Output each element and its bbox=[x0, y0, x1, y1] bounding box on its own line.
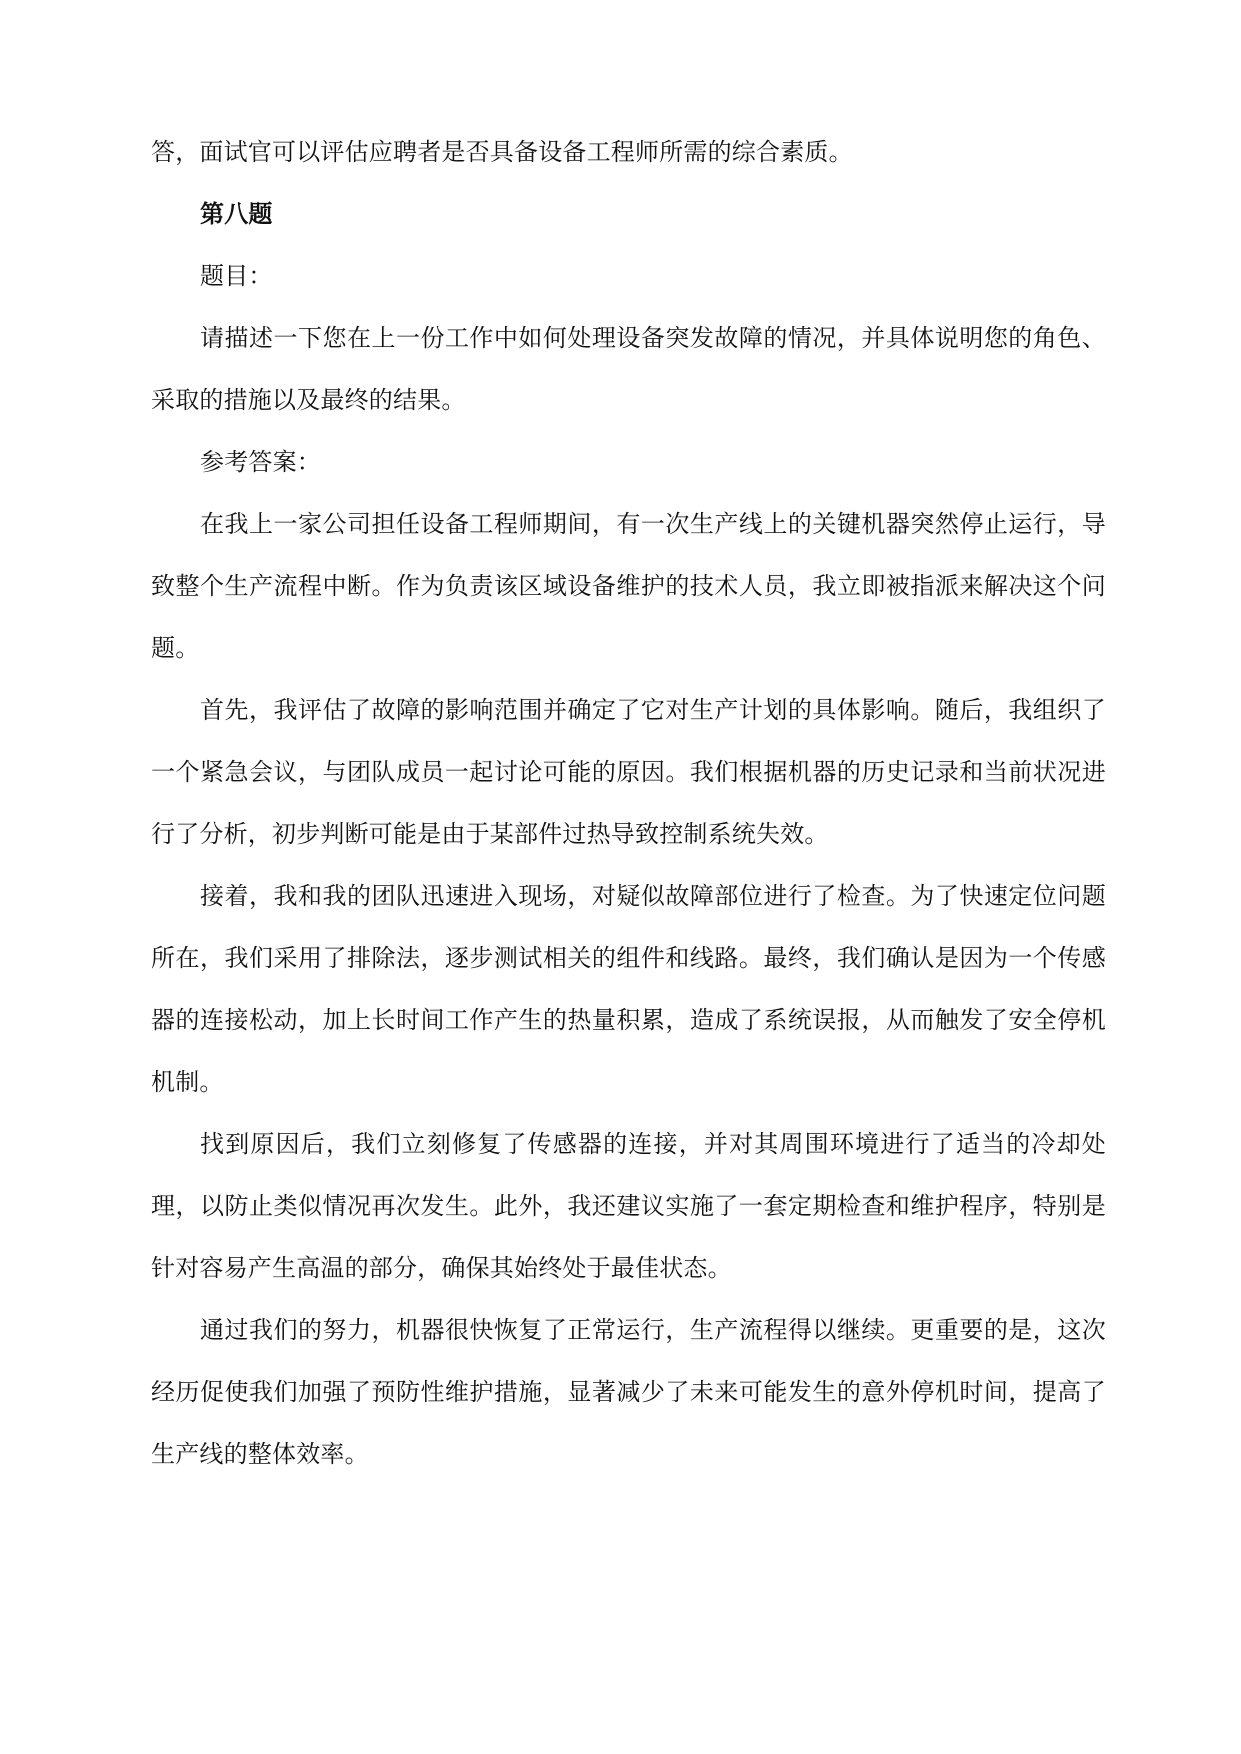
question-heading: 第八题 bbox=[200, 199, 273, 228]
intro-line: 答，面试官可以评估应聘者是否具备设备工程师所需的综合素质。 bbox=[151, 138, 853, 166]
answer-label: 参考答案： bbox=[200, 448, 321, 476]
answer-paragraph: 在我上一家公司担任设备工程师期间，有一次生产线上的关键机器突然停止运行，导致整个生产流程中断。作为负责该区域设备维护的技术人员，我立即被指派来解决这个问题。 bbox=[151, 510, 1106, 662]
question-label: 题目： bbox=[200, 262, 273, 290]
question-text: 请描述一下您在上一份工作中如何处理设备突发故障的情况，并具体说明您的角色、采取的措施以及最终的结果。 bbox=[151, 324, 1106, 414]
document-body bbox=[151, 121, 1106, 1485]
answer-paragraph: 通过我们的努力，机器很快恢复了正常运行，生产流程得以继续。更重要的是，这次经历促使我们加强了预防性维护措施，显著减少了未来可能发生的意外停机时间，提高了生产线的整体效率。 bbox=[151, 1316, 1106, 1468]
answer-paragraph: 接着，我和我的团队迅速进入现场，对疑似故障部位进行了检查。为了快速定位问题所在，我们采用了排除法，逐步测试相关的组件和线路。最终，我们确认是因为一个传感器的连接松动，加上长时间工作产生的热量积累，造成了系统误报，从而触发了安全停机机制。 bbox=[151, 882, 1106, 1096]
answer-paragraph: 找到原因后，我们立刻修复了传感器的连接，并对其周围环境进行了适当的冷却处理，以防止类似情况再次发生。此外，我还建议实施了一套定期检查和维护程序，特别是针对容易产生高温的部分，确保其始终处于最佳状态。 bbox=[151, 1130, 1106, 1282]
answer-paragraph: 首先，我评估了故障的影响范围并确定了它对生产计划的具体影响。随后，我组织了一个紧急会议，与团队成员一起讨论可能的原因。我们根据机器的历史记录和当前状况进行了分析，初步判断可能是由于某部件过热导致控制系统失效。 bbox=[151, 696, 1106, 848]
